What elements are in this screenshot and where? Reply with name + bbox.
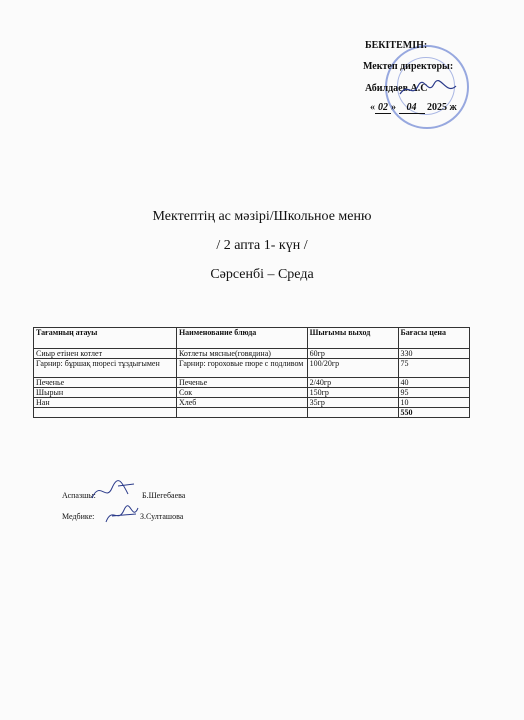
menu-header — [0, 208, 524, 295]
nurse-name: З.Султашова — [140, 512, 184, 521]
cell-output: 150гр — [307, 388, 398, 398]
approval-date: « 02 » 04 2025 ж — [370, 102, 457, 113]
col-header-output: Шығымы выход — [307, 328, 398, 349]
table-row — [34, 378, 470, 388]
cell-kz-name: Гарнир: бұршақ пюресі тұздығымен — [34, 359, 177, 378]
table-row — [34, 398, 470, 408]
menu-title: Мектептің ас мәзірі/Школьное меню — [152, 209, 372, 224]
cell-ru-name: Котлеты мясные(говядина) — [176, 349, 307, 359]
col-header-ru-name: Наименование блюда — [176, 328, 307, 349]
nurse-label: Медбике: — [62, 512, 95, 521]
cell-output: 100/20гр — [307, 359, 398, 378]
cell-kz-name: Нан — [34, 398, 177, 408]
cell-ru-name: Сок — [176, 388, 307, 398]
col-header-price: Бағасы цена — [398, 328, 470, 349]
cell-price: 40 — [398, 378, 470, 388]
cell-ru-name: Печенье — [176, 378, 307, 388]
cell-price: 95 — [398, 388, 470, 398]
menu-weekday-name: Сәрсенбі – Среда — [210, 267, 314, 282]
table-row — [34, 359, 470, 378]
approval-title: БЕКІТЕМІН: — [365, 40, 428, 51]
cell-kz-name: Сиыр етінен котлет — [34, 349, 177, 359]
menu-week-day: / 2 апта 1- күн / — [216, 238, 308, 253]
cell-price: 75 — [398, 359, 470, 378]
cell-price: 10 — [398, 398, 470, 408]
approval-position: Мектеп директоры: — [363, 61, 454, 72]
menu-table — [33, 327, 470, 418]
table-row — [34, 349, 470, 359]
table-row — [34, 388, 470, 398]
approval-month: 04 — [399, 102, 425, 114]
approval-year: 2025 ж — [427, 102, 457, 113]
total-price: 550 — [398, 408, 470, 418]
cook-name: Б.Шегебаева — [142, 491, 186, 500]
cell-ru-name: Гарнир: гороховые пюре с подливом — [176, 359, 307, 378]
director-signature — [398, 78, 458, 100]
nurse-signature — [102, 502, 142, 528]
cell-output: 35гр — [307, 398, 398, 408]
cell-output: 2/40гр — [307, 378, 398, 388]
cook-label: Аспазшы: — [62, 491, 96, 500]
cell-ru-name: Хлеб — [176, 398, 307, 408]
col-header-kz-name: Тағамның атауы — [34, 328, 177, 349]
approval-director-name: Абилдаев.А.С — [365, 83, 428, 94]
cell-price: 330 — [398, 349, 470, 359]
table-header-row — [34, 328, 470, 349]
table-total-row — [34, 408, 470, 418]
cell-kz-name: Печенье — [34, 378, 177, 388]
cell-kz-name: Шырын — [34, 388, 177, 398]
cell-output: 60гр — [307, 349, 398, 359]
approval-day: 02 — [375, 102, 391, 114]
cook-signature — [88, 478, 138, 504]
